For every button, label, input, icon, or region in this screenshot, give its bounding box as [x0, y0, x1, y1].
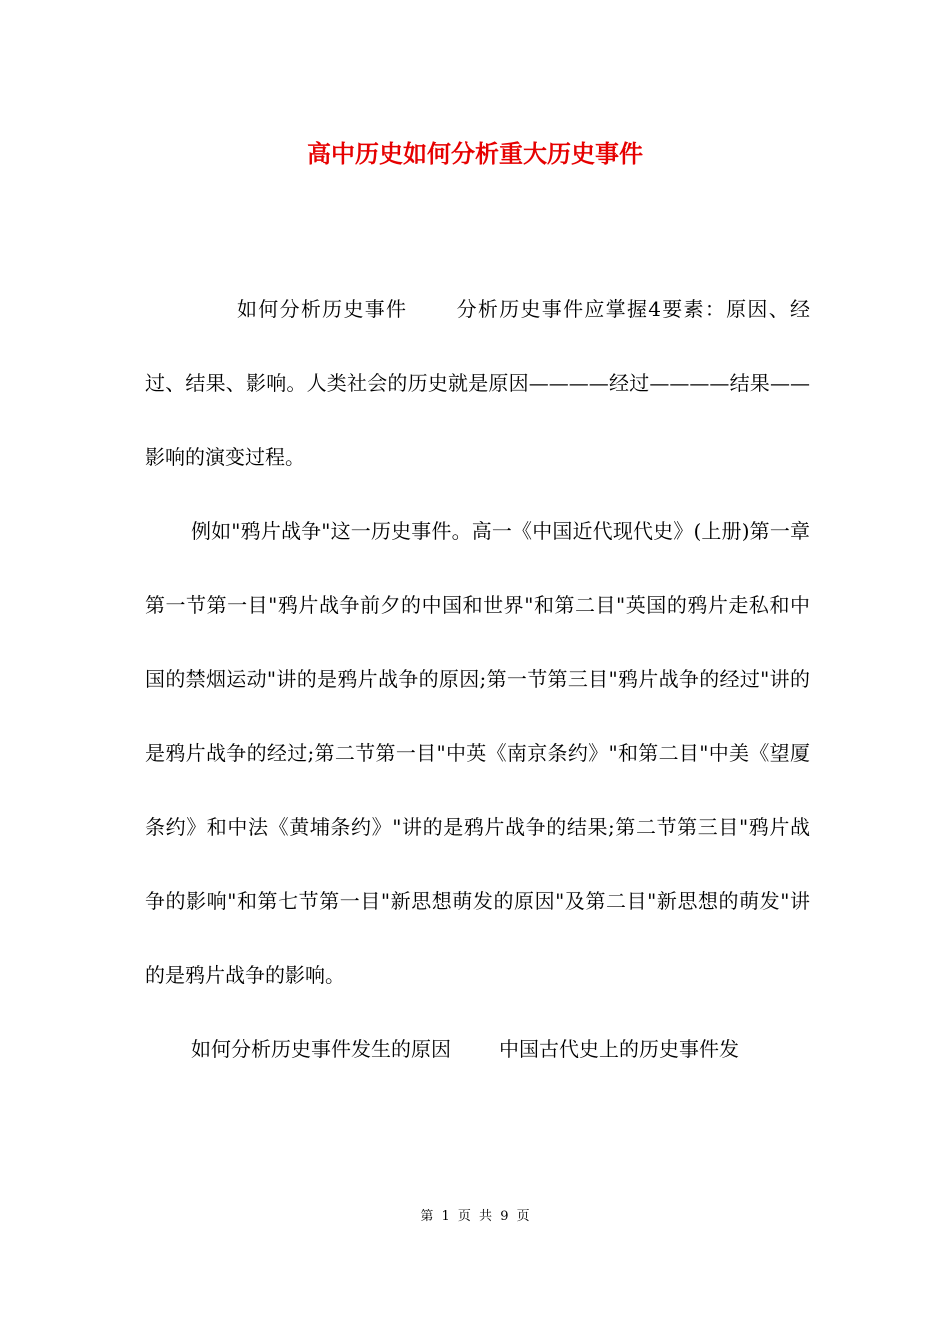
paragraph-2 [145, 494, 810, 1012]
paragraph-1-heading: 如何分析历史事件 [237, 297, 408, 321]
paragraph-1 [145, 272, 810, 494]
paragraph-3-heading: 如何分析历史事件发生的原因 [191, 1037, 451, 1061]
page-number: 第 1 页 共 9 页 [420, 1209, 530, 1224]
paragraph-3-text: 中国古代史上的历史事件发 [499, 1037, 739, 1061]
paragraph-3 [145, 1012, 810, 1086]
paragraph-2-text: 例如"鸦片战争"这一历史事件。高一《中国近代现代史》(上册)第一章第一节第一目"鸦片战争前夕的中国和世界"和第二目"英国的鸦片走私和中国的禁烟运动"讲的是鸦片战争的原因;第一节第三目"鸦片战争的经过"讲的是鸦片战争的经过;第二节第一目"中英《南京条约》"和第二目"中美《望厦条约》和中法《黄埔条约》"讲的是鸦片战争的结果;第二节第三目"鸦片战争的影响"和第七节第一目"新思想萌发的原因"及第二目"新思想的萌发"讲的是鸦片战争的影响。 [145, 519, 810, 987]
paragraph-1-text: 分析历史事件应掌握4要素：原因、经过、结果、影响。人类社会的历史就是原因————经过————结果——影响的演变过程。 [145, 297, 810, 469]
document-body [145, 272, 810, 1086]
document-title: 高中历史如何分析重大历史事件 [307, 139, 643, 168]
